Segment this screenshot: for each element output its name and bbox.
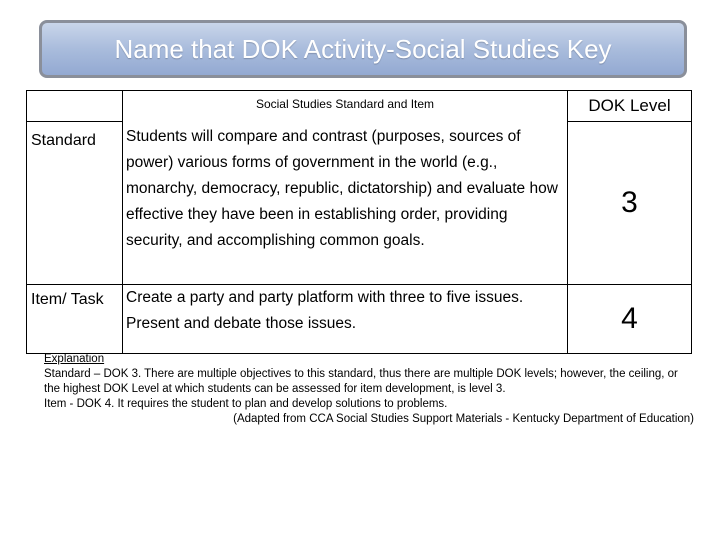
page-title: Name that DOK Activity-Social Studies Key (114, 33, 612, 64)
row-label-standard: Standard (27, 122, 123, 285)
table-row-item (27, 285, 692, 354)
explanation-section (44, 352, 694, 427)
header-dok-level: DOK Level (568, 91, 692, 122)
row-label-item: Item/ Task (27, 285, 123, 354)
standard-text: Students will compare and contrast (purposes, sources of power) various forms of government in the world (e.g., monarchy, democracy, republic, dictatorship) and evaluate how effective they have been in establishing order, providing security, and accomplishing common goals. (123, 122, 568, 285)
title-banner (39, 20, 687, 78)
source-citation: (Adapted from CCA Social Studies Support Materials - Kentucky Department of Education) (233, 413, 694, 425)
item-text: Create a party and party platform with three to five issues. Present and debate those issues. (123, 285, 568, 354)
dok-table (26, 90, 692, 354)
explanation-standard-note: Standard – DOK 3. There are multiple objectives to this standard, thus there are multiple DOK levels; however, the ceiling, or the highest DOK Level at which students can be assessed for item development, is level 3. (44, 368, 678, 395)
header-standard-item: Social Studies Standard and Item (123, 91, 568, 122)
table-header-row (27, 91, 692, 122)
table-row-standard (27, 122, 692, 285)
dok-level-item: 4 (568, 285, 692, 354)
header-empty-cell (27, 91, 123, 122)
explanation-item-note: Item - DOK 4. It requires the student to plan and develop solutions to problems. (44, 398, 448, 410)
explanation-heading: Explanation (44, 353, 105, 365)
dok-level-standard: 3 (568, 122, 692, 285)
